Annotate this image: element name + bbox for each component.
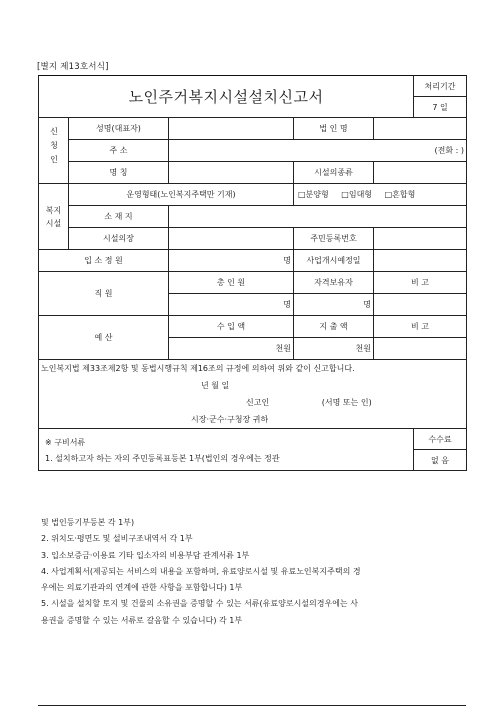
required-docs-header: ※ 구비서류 [45,438,86,447]
phone-label: (전화 : ) [434,146,464,155]
option-rent[interactable]: □임대형 [341,190,373,199]
location-label: 소 재 지 [69,206,169,228]
budget-note-label: 비 고 [374,316,467,338]
required-doc-item: 및 법인등기부등본 각 1부) [41,518,135,527]
expense-unit: 천원 [355,344,371,353]
start-date-field[interactable] [374,250,467,272]
declaration-date[interactable]: 년 월 일 [201,381,230,390]
declaration-signer [41,394,464,411]
fee-value: 없 음 [414,450,467,471]
required-doc-item: 4. 사업계획서(제공되는 서비스의 내용을 포함하며, 유료양로시설 및 유료노인복지주택의 경 [41,566,361,576]
staff-note-field[interactable] [374,294,467,316]
capacity-label: 입 소 정 원 [39,250,169,272]
expense-field[interactable] [294,338,374,360]
qualified-staff-unit: 명 [363,300,371,309]
facility-head-field[interactable] [169,228,294,250]
address-label: 주 소 [69,140,169,162]
resident-number-label: 주민등록번호 [294,228,374,250]
income-field[interactable] [169,338,294,360]
budget-label: 예 산 [39,316,169,360]
applicant-section-label [39,118,69,184]
staff-label: 직 원 [39,272,169,316]
facility-type-label: 시설의종류 [294,162,374,184]
capacity-field[interactable] [169,250,294,272]
applicant-section-text: 신청인 [49,127,59,169]
operation-type-options [294,184,467,206]
required-doc-item: 5. 시설을 설치할 토지 및 건물의 소유권을 증명할 수 있는 서류(유료양로시설의경우에는 사 [41,599,358,609]
sign-or-seal[interactable]: (서명 또는 인) [321,398,372,407]
start-date-label: 사업개시예정일 [294,250,374,272]
staff-total-unit: 명 [283,300,291,309]
report-form [38,75,467,471]
location-field[interactable] [169,206,467,228]
option-mixed[interactable]: □혼합형 [384,190,416,199]
declaration-block [39,360,467,429]
staff-note-label: 비 고 [374,272,467,294]
facility-section-label [39,184,69,250]
corp-name-label: 법 인 명 [294,118,374,140]
form-title: 노인주거복지시설설치신고서 [39,76,414,118]
processing-period-label: 처리기간 [414,76,467,97]
resident-number-field[interactable] [374,228,467,250]
required-doc-item: 우에는 의료기관과의 연계에 관한 사항을 포함합니다) 1부 [41,583,243,593]
corp-name-field[interactable] [374,118,467,140]
required-docs-header-cell [39,429,414,471]
bottom-rule [38,705,466,706]
required-doc-item: 2. 위치도·평면도 및 설비구조내역서 각 1부 [41,534,193,544]
expense-label: 지 출 액 [294,316,374,338]
budget-note-field[interactable] [374,338,467,360]
declaration-text: 노인복지법 제33조제2항 및 동법시행규칙 제16조의 규정에 의하여 위와 같이 신고합니다. [41,364,355,373]
processing-period-value: 7 일 [414,97,467,118]
facility-head-label: 시설의장 [69,228,169,250]
facility-title-label: 명 칭 [69,162,169,184]
staff-total-label: 총 인 원 [169,272,294,294]
capacity-unit: 명 [283,256,291,265]
facility-type-field[interactable] [374,162,467,184]
required-doc-item: 3. 입소보증금·이용료 기타 입소자의 비용부담 관계서류 1부 [41,550,250,560]
address-field[interactable] [169,140,467,162]
qualified-staff-field[interactable] [294,294,374,316]
applicant-sign-label: 신고인 [246,398,270,407]
qualified-staff-label: 자격보유자 [294,272,374,294]
option-sale[interactable]: □분양형 [298,190,329,199]
name-label: 성명(대표자) [69,118,169,140]
operation-type-label: 운영형태(노인복지주택만 기재) [69,184,294,206]
addressee: 시장·군수·구청장 귀하 [191,415,269,424]
facility-section-text: 복지시설 [45,205,62,228]
staff-total-field[interactable] [169,294,294,316]
required-doc-item: 1. 설치하고자 하는 자의 주민등록표등본 1부(법인의 경우에는 정관 [45,454,280,463]
name-field[interactable] [169,118,294,140]
required-doc-item: 용권을 증명할 수 있는 서류로 갈음할 수 있습니다) 각 1부 [41,615,243,625]
form-number: [별지 제13호서식] [37,62,109,72]
required-docs-list [38,515,466,629]
income-label: 수 입 액 [169,316,294,338]
income-unit: 천원 [275,344,291,353]
facility-title-field[interactable] [169,162,294,184]
fee-label: 수수료 [414,429,467,450]
